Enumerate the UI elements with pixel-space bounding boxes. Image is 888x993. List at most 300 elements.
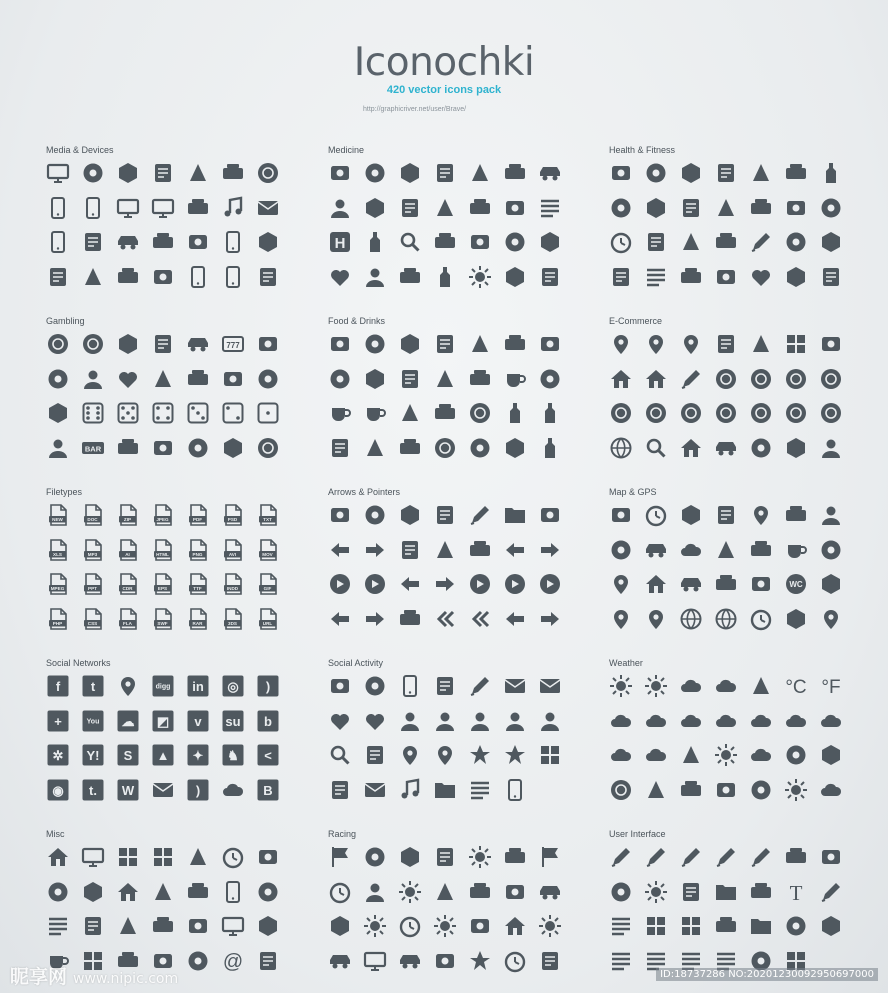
weather-vane-icon[interactable]	[644, 778, 668, 802]
circle-arrow-right-icon[interactable]	[433, 572, 457, 596]
file-ai-icon[interactable]	[116, 538, 140, 562]
rocket-icon[interactable]	[186, 880, 210, 904]
envelope-alert-icon[interactable]	[538, 674, 562, 698]
dollar-icon[interactable]	[714, 367, 738, 391]
microphone-icon[interactable]	[503, 778, 527, 802]
folder-icon[interactable]	[714, 880, 738, 904]
safe-icon[interactable]	[256, 845, 280, 869]
soup-icon[interactable]	[503, 332, 527, 356]
no-smoking-icon[interactable]	[714, 230, 738, 254]
soccer-ball-icon[interactable]	[609, 161, 633, 185]
atv-icon[interactable]	[363, 949, 387, 973]
tv-icon[interactable]	[46, 161, 70, 185]
mouse-icon[interactable]	[256, 265, 280, 289]
paint-roller-icon[interactable]	[819, 845, 843, 869]
file-ttf-icon[interactable]	[186, 572, 210, 596]
file-jpeg-icon[interactable]	[151, 503, 175, 527]
pills-icon[interactable]	[468, 230, 492, 254]
rainbow-icon[interactable]	[749, 743, 773, 767]
heart-icon[interactable]	[328, 709, 352, 733]
swimmer-icon[interactable]	[609, 196, 633, 220]
twitter-icon[interactable]	[81, 674, 105, 698]
podium-icon[interactable]	[433, 880, 457, 904]
google-plus-icon[interactable]	[46, 709, 70, 733]
camera-compact-icon[interactable]	[151, 161, 175, 185]
file-url-icon[interactable]	[256, 607, 280, 631]
road-icon[interactable]	[433, 949, 457, 973]
star-outline-icon[interactable]	[503, 743, 527, 767]
tornado-icon[interactable]	[819, 743, 843, 767]
youtube-icon[interactable]	[81, 709, 105, 733]
rss-icon[interactable]	[256, 674, 280, 698]
scissors-icon[interactable]	[784, 845, 808, 869]
double-arrow-right-icon[interactable]	[538, 607, 562, 631]
lemon-icon[interactable]	[151, 436, 175, 460]
dice-4-icon[interactable]	[151, 401, 175, 425]
cake-slice-icon[interactable]	[363, 332, 387, 356]
mortar-icon[interactable]	[503, 265, 527, 289]
file-doc-icon[interactable]	[81, 503, 105, 527]
race-track-icon[interactable]	[328, 914, 352, 938]
bowl-icon[interactable]	[328, 367, 352, 391]
megaphone-icon[interactable]	[221, 880, 245, 904]
croupier-icon[interactable]	[46, 436, 70, 460]
syringe-icon[interactable]	[503, 196, 527, 220]
pound-icon[interactable]	[784, 367, 808, 391]
grid-9-icon[interactable]	[679, 914, 703, 938]
id-card-icon[interactable]	[116, 230, 140, 254]
ferry-icon[interactable]	[714, 538, 738, 562]
file-mov-icon[interactable]	[256, 538, 280, 562]
fuel-pump-icon[interactable]	[468, 880, 492, 904]
tire-icon[interactable]	[398, 880, 422, 904]
cherries-icon[interactable]	[116, 436, 140, 460]
dice-1-icon[interactable]	[256, 401, 280, 425]
umbrella-icon[interactable]	[679, 778, 703, 802]
presentation-icon[interactable]	[221, 914, 245, 938]
camera-flash-icon[interactable]	[186, 230, 210, 254]
save-icon[interactable]	[609, 880, 633, 904]
grid-4-icon[interactable]	[644, 914, 668, 938]
user-group-icon[interactable]	[538, 709, 562, 733]
target-icon[interactable]	[749, 607, 773, 631]
file-rar-icon[interactable]	[186, 607, 210, 631]
circle-play-left-icon[interactable]	[328, 572, 352, 596]
arrow-left-icon[interactable]	[328, 538, 352, 562]
shopping-place-icon[interactable]	[609, 572, 633, 596]
download-tray-icon[interactable]	[503, 503, 527, 527]
baguette-icon[interactable]	[538, 367, 562, 391]
chef-hat-icon[interactable]	[468, 436, 492, 460]
megaphone-icon[interactable]	[398, 674, 422, 698]
tie-icon[interactable]	[256, 949, 280, 973]
drink-burger-icon[interactable]	[363, 436, 387, 460]
dumbbell-icon[interactable]	[679, 161, 703, 185]
swimming-pool-icon[interactable]	[819, 230, 843, 254]
clapperboard-icon[interactable]	[186, 196, 210, 220]
apple-icon[interactable]	[609, 265, 633, 289]
beer-mug-icon[interactable]	[363, 401, 387, 425]
globe-info-icon[interactable]	[679, 607, 703, 631]
file-psd-icon[interactable]	[221, 503, 245, 527]
ketchup-icon[interactable]	[538, 436, 562, 460]
text-tool-icon[interactable]	[784, 880, 808, 904]
repair-icon[interactable]	[819, 572, 843, 596]
facebook-icon[interactable]	[46, 674, 70, 698]
sync-icon[interactable]	[433, 538, 457, 562]
horseshoe-icon[interactable]	[256, 332, 280, 356]
wordpress-icon[interactable]	[116, 778, 140, 802]
treadmill-icon[interactable]	[644, 161, 668, 185]
yen-icon[interactable]	[819, 367, 843, 391]
map-icon[interactable]	[679, 503, 703, 527]
casino-chip-icon[interactable]	[46, 332, 70, 356]
eyedropper-icon[interactable]	[749, 845, 773, 869]
file-pdf-icon[interactable]	[186, 503, 210, 527]
search-icon[interactable]	[644, 436, 668, 460]
delicious-icon[interactable]	[151, 709, 175, 733]
temperature-f-icon[interactable]	[749, 778, 773, 802]
user-icon[interactable]	[398, 709, 422, 733]
desk-phone-icon[interactable]	[221, 265, 245, 289]
music-note-icon[interactable]	[398, 778, 422, 802]
file-zip-icon[interactable]	[116, 503, 140, 527]
globe-pin-icon[interactable]	[644, 607, 668, 631]
message-icon[interactable]	[363, 778, 387, 802]
search-icon[interactable]	[328, 743, 352, 767]
storm-icon[interactable]	[819, 709, 843, 733]
laptop-icon[interactable]	[151, 196, 175, 220]
monitor-icon[interactable]	[116, 196, 140, 220]
thermometer-icon[interactable]	[433, 161, 457, 185]
skype-icon[interactable]	[116, 743, 140, 767]
money-bag-icon[interactable]	[221, 436, 245, 460]
bus-icon[interactable]	[644, 538, 668, 562]
gas-station-icon[interactable]	[819, 538, 843, 562]
plate-icon[interactable]	[503, 436, 527, 460]
map-marker-icon[interactable]	[398, 743, 422, 767]
circle-arrow-left-icon[interactable]	[398, 572, 422, 596]
file-html-icon[interactable]	[151, 538, 175, 562]
windsock-icon[interactable]	[609, 778, 633, 802]
partly-cloudy-icon[interactable]	[679, 674, 703, 698]
wallet-icon[interactable]	[819, 332, 843, 356]
equalizer-icon[interactable]	[151, 230, 175, 254]
cursor-outline-icon[interactable]	[328, 503, 352, 527]
nurse-icon[interactable]	[328, 196, 352, 220]
shopping-basket-icon[interactable]	[644, 332, 668, 356]
move-icon[interactable]	[398, 607, 422, 631]
jackpot-777-icon[interactable]	[221, 332, 245, 356]
expand-arrows-icon[interactable]	[538, 503, 562, 527]
tools-icon[interactable]	[503, 845, 527, 869]
discount-badge-icon[interactable]	[714, 401, 738, 425]
person-pin-icon[interactable]	[819, 503, 843, 527]
palette-icon[interactable]	[46, 880, 70, 904]
fried-egg-icon[interactable]	[363, 367, 387, 391]
link-icon[interactable]	[81, 230, 105, 254]
wifi-icon[interactable]	[186, 949, 210, 973]
headphones-icon[interactable]	[221, 230, 245, 254]
buy-badge-icon[interactable]	[609, 401, 633, 425]
double-chevron-left-icon[interactable]	[433, 607, 457, 631]
boxing-glove-icon[interactable]	[644, 196, 668, 220]
building-place-icon[interactable]	[714, 572, 738, 596]
shopping-bag-icon[interactable]	[679, 332, 703, 356]
calendar-grid-icon[interactable]	[151, 845, 175, 869]
wallet-icon[interactable]	[186, 845, 210, 869]
racer-icon[interactable]	[363, 880, 387, 904]
share-icon[interactable]	[256, 743, 280, 767]
female-body-icon[interactable]	[679, 196, 703, 220]
bowl-of-hygieia-icon[interactable]	[398, 196, 422, 220]
align-left-icon[interactable]	[609, 949, 633, 973]
helmet-icon[interactable]	[363, 845, 387, 869]
car-icon[interactable]	[328, 949, 352, 973]
pie-icon[interactable]	[433, 332, 457, 356]
heart-rate-icon[interactable]	[328, 265, 352, 289]
slot-machine-icon[interactable]	[116, 332, 140, 356]
salad-bowl-icon[interactable]	[468, 332, 492, 356]
body-scan-icon[interactable]	[644, 230, 668, 254]
hot-dog-icon[interactable]	[433, 367, 457, 391]
hand-gripper-icon[interactable]	[784, 161, 808, 185]
dice-6-icon[interactable]	[81, 401, 105, 425]
moon-cloud-icon[interactable]	[679, 709, 703, 733]
camera-icon[interactable]	[116, 161, 140, 185]
temperature-c-icon[interactable]	[714, 778, 738, 802]
traffic-cone-icon[interactable]	[433, 845, 457, 869]
cafe-icon[interactable]	[784, 538, 808, 562]
checklist-icon[interactable]	[644, 265, 668, 289]
edit-icon[interactable]	[819, 880, 843, 904]
half-moon-icon[interactable]	[819, 778, 843, 802]
printer-icon[interactable]	[784, 914, 808, 938]
no-junk-food-icon[interactable]	[679, 265, 703, 289]
cloud-icon[interactable]	[221, 778, 245, 802]
shopping-cart-icon[interactable]	[609, 332, 633, 356]
juice-icon[interactable]	[433, 401, 457, 425]
cursor-icon[interactable]	[398, 503, 422, 527]
link-icon[interactable]	[363, 743, 387, 767]
cooking-pot-icon[interactable]	[538, 332, 562, 356]
recycle-icon[interactable]	[468, 538, 492, 562]
newspaper-icon[interactable]	[46, 914, 70, 938]
gift-icon[interactable]	[749, 332, 773, 356]
file-gif-icon[interactable]	[256, 572, 280, 596]
file-php-icon[interactable]	[46, 607, 70, 631]
tennis-icon[interactable]	[714, 265, 738, 289]
cupcake-icon[interactable]	[503, 367, 527, 391]
cash-register-icon[interactable]	[714, 332, 738, 356]
hand-pointer-outline-icon[interactable]	[363, 503, 387, 527]
list-icon[interactable]	[609, 914, 633, 938]
eraser-pill-icon[interactable]	[679, 230, 703, 254]
cassette-icon[interactable]	[116, 265, 140, 289]
vimeo-icon[interactable]	[186, 709, 210, 733]
crop-icon[interactable]	[714, 914, 738, 938]
circle-play-right-icon[interactable]	[363, 572, 387, 596]
chalkboard-icon[interactable]	[81, 845, 105, 869]
ruler-frame-icon[interactable]	[749, 880, 773, 904]
graduation-cap-icon[interactable]	[116, 914, 140, 938]
virus-icon[interactable]	[398, 265, 422, 289]
moon-rain-icon[interactable]	[714, 709, 738, 733]
flag-pin-icon[interactable]	[749, 503, 773, 527]
first-aid-kit-icon[interactable]	[328, 161, 352, 185]
calculator-icon[interactable]	[784, 332, 808, 356]
muscle-arm-icon[interactable]	[784, 196, 808, 220]
radio-icon[interactable]	[81, 161, 105, 185]
brush-icon[interactable]	[714, 845, 738, 869]
heart-check-icon[interactable]	[749, 265, 773, 289]
wheelchair-icon[interactable]	[468, 265, 492, 289]
pinterest-icon[interactable]	[116, 674, 140, 698]
user-remove-icon[interactable]	[468, 709, 492, 733]
alarm-clock-icon[interactable]	[221, 845, 245, 869]
circle-download-icon[interactable]	[538, 572, 562, 596]
folder-icon[interactable]	[433, 778, 457, 802]
arrow-left-bold-icon[interactable]	[328, 607, 352, 631]
heavy-rain-icon[interactable]	[784, 709, 808, 733]
euro-icon[interactable]	[749, 367, 773, 391]
tooth-icon[interactable]	[398, 161, 422, 185]
file-mp3-icon[interactable]	[81, 538, 105, 562]
house-icon[interactable]	[46, 845, 70, 869]
pills-hand-icon[interactable]	[363, 161, 387, 185]
shop-sign-icon[interactable]	[644, 367, 668, 391]
meditation-icon[interactable]	[749, 230, 773, 254]
refresh-icon[interactable]	[398, 538, 422, 562]
wine-glasses-icon[interactable]	[468, 401, 492, 425]
file-indd-icon[interactable]	[221, 572, 245, 596]
roast-chicken-icon[interactable]	[328, 332, 352, 356]
airport-icon[interactable]	[609, 538, 633, 562]
triangle-left-icon[interactable]	[503, 538, 527, 562]
evernote-icon[interactable]	[221, 743, 245, 767]
diet-plate-icon[interactable]	[784, 265, 808, 289]
beer-icon[interactable]	[398, 401, 422, 425]
browser-window-icon[interactable]	[256, 161, 280, 185]
garage-icon[interactable]	[503, 914, 527, 938]
gamepad-icon[interactable]	[221, 161, 245, 185]
thumbs-down-icon[interactable]	[363, 674, 387, 698]
checkered-flag-icon[interactable]	[328, 845, 352, 869]
snowflake-icon[interactable]	[714, 743, 738, 767]
coconut-icon[interactable]	[328, 436, 352, 460]
sun-icon[interactable]	[609, 674, 633, 698]
behance-icon[interactable]	[256, 709, 280, 733]
globe-icon[interactable]	[609, 436, 633, 460]
home-place-icon[interactable]	[644, 572, 668, 596]
file-avi-icon[interactable]	[221, 538, 245, 562]
partly-cloudy-night-icon[interactable]	[714, 674, 738, 698]
thermometer-icon[interactable]	[749, 674, 773, 698]
aim-icon[interactable]	[151, 743, 175, 767]
triangle-right-icon[interactable]	[538, 538, 562, 562]
file-png-icon[interactable]	[186, 538, 210, 562]
file-3ds-icon[interactable]	[221, 607, 245, 631]
finish-gate-icon[interactable]	[538, 845, 562, 869]
cash-icon[interactable]	[186, 436, 210, 460]
microscope-icon[interactable]	[398, 230, 422, 254]
doctor-icon[interactable]	[363, 265, 387, 289]
water-bottle-icon[interactable]	[819, 161, 843, 185]
double-arrow-left-icon[interactable]	[503, 607, 527, 631]
calendar-icon[interactable]	[538, 743, 562, 767]
wheel-icon[interactable]	[468, 845, 492, 869]
tag-icon[interactable]	[256, 914, 280, 938]
stopwatch-icon[interactable]	[609, 230, 633, 254]
rain-icon[interactable]	[749, 709, 773, 733]
mp3-player-icon[interactable]	[81, 196, 105, 220]
blogger-icon[interactable]	[256, 778, 280, 802]
no-entry-icon[interactable]	[784, 607, 808, 631]
measuring-tape-icon[interactable]	[819, 196, 843, 220]
compass-icon[interactable]	[644, 503, 668, 527]
helicopter-icon[interactable]	[433, 230, 457, 254]
file-swf-icon[interactable]	[151, 607, 175, 631]
circle-redo-icon[interactable]	[468, 572, 492, 596]
win-badge-icon[interactable]	[256, 436, 280, 460]
dna-icon[interactable]	[538, 230, 562, 254]
tumblr-icon[interactable]	[81, 778, 105, 802]
gauge-icon[interactable]	[503, 949, 527, 973]
key-icon[interactable]	[81, 914, 105, 938]
newspaper-icon[interactable]	[468, 778, 492, 802]
gear-lever-icon[interactable]	[363, 914, 387, 938]
lab-flasks-icon[interactable]	[433, 265, 457, 289]
sms-phone-icon[interactable]	[186, 265, 210, 289]
capsules-icon[interactable]	[363, 196, 387, 220]
pen-nib-icon[interactable]	[644, 845, 668, 869]
diamond-icon[interactable]	[186, 367, 210, 391]
speedometer-icon[interactable]	[328, 880, 352, 904]
kettlebell-icon[interactable]	[714, 161, 738, 185]
navigation-arrow-icon[interactable]	[609, 503, 633, 527]
lightning-icon[interactable]	[784, 743, 808, 767]
film-strip-icon[interactable]	[186, 161, 210, 185]
sun-moon-icon[interactable]	[784, 778, 808, 802]
heart-icon[interactable]	[116, 367, 140, 391]
coffee-cup-icon[interactable]	[328, 401, 352, 425]
sale-badge-icon[interactable]	[784, 401, 808, 425]
pen-icon[interactable]	[468, 674, 492, 698]
snow-rain-icon[interactable]	[644, 743, 668, 767]
file-new-icon[interactable]	[46, 503, 70, 527]
online-shop-icon[interactable]	[679, 436, 703, 460]
roulette-icon[interactable]	[151, 332, 175, 356]
burger-icon[interactable]	[398, 367, 422, 391]
ember-icon[interactable]	[186, 743, 210, 767]
at-sign-icon[interactable]	[221, 949, 245, 973]
disc-icon[interactable]	[81, 265, 105, 289]
cabin-icon[interactable]	[116, 880, 140, 904]
snow-cloud-icon[interactable]	[609, 743, 633, 767]
gmail-icon[interactable]	[151, 778, 175, 802]
weight-scale-icon[interactable]	[749, 196, 773, 220]
four-leaf-clover-icon[interactable]	[46, 401, 70, 425]
file-mpeg-icon[interactable]	[46, 572, 70, 596]
motorcycle-icon[interactable]	[398, 949, 422, 973]
music-note-icon[interactable]	[221, 196, 245, 220]
hand-pointer-icon[interactable]	[433, 503, 457, 527]
ribbon-icon[interactable]	[468, 161, 492, 185]
open-24-icon[interactable]	[679, 367, 703, 391]
race-car-icon[interactable]	[538, 880, 562, 904]
email-open-icon[interactable]	[256, 196, 280, 220]
yelp-icon[interactable]	[46, 743, 70, 767]
